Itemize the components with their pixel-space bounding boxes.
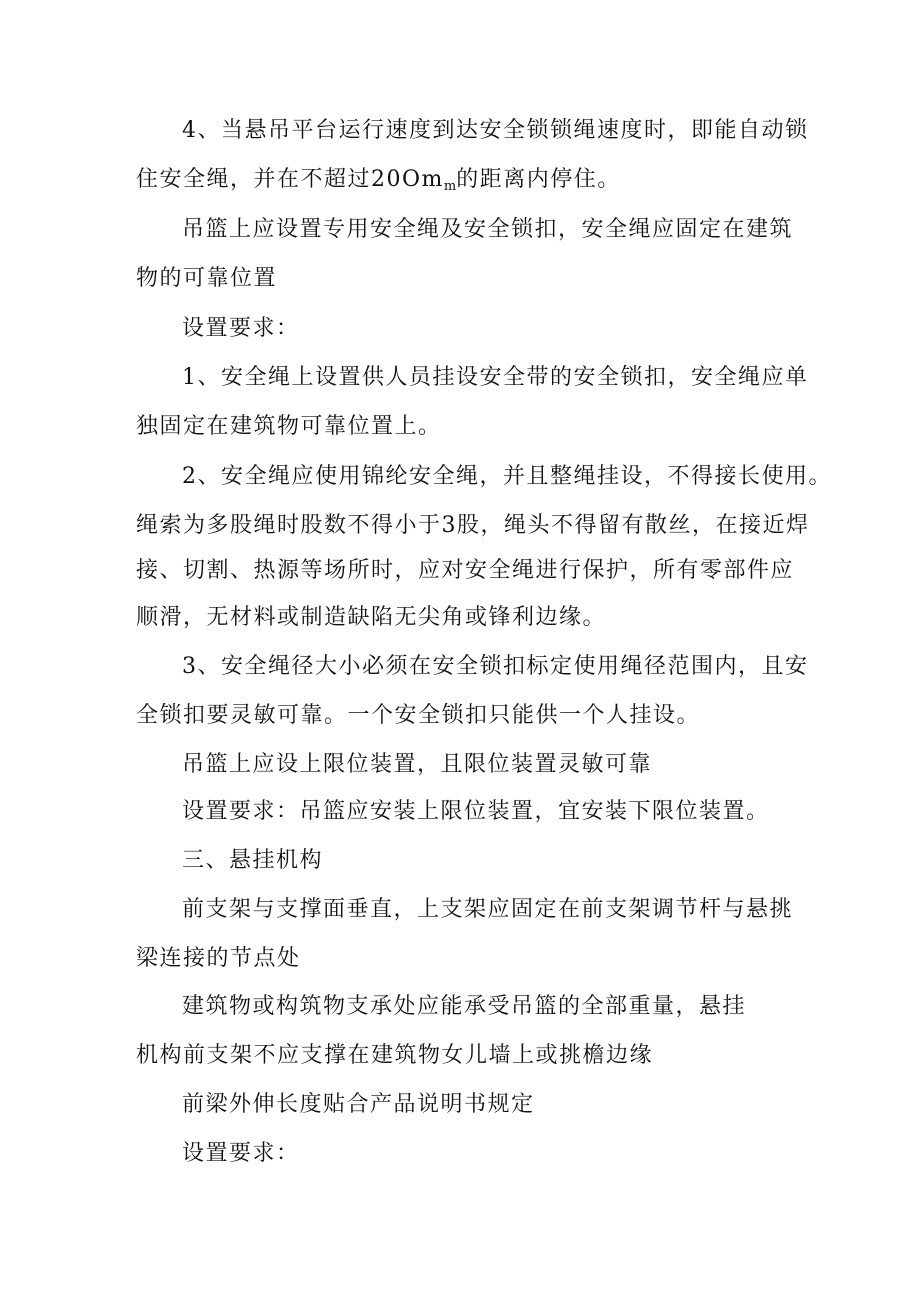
paragraph-12: 前梁外伸长度贴合产品说明书规定 bbox=[182, 1092, 535, 1117]
paragraph-10-line-2: 梁连接的节点处 bbox=[136, 946, 301, 971]
paragraph-1-line-2 bbox=[136, 165, 621, 202]
section-heading: 三、悬挂机构 bbox=[182, 848, 324, 873]
paragraph-3: 设置要求： bbox=[182, 316, 300, 341]
paragraph-5-line-1: 2、安全绳应使用锦纶安全绳，并且整绳挂设，不得接长使用。 bbox=[182, 464, 832, 489]
paragraph-2-line-1: 吊篮上应设置专用安全绳及安全锁扣，安全绳应固定在建筑 bbox=[182, 217, 794, 242]
paragraph-4-line-2: 独固定在建筑物可靠位置上。 bbox=[136, 414, 442, 439]
paragraph-1-line-1: 4、当悬吊平台运行速度到达安全锁锁绳速度时，即能自动锁 bbox=[182, 118, 809, 143]
paragraph-2-line-2: 物的可靠位置 bbox=[136, 266, 278, 291]
paragraph-11-line-2: 机构前支架不应支撑在建筑物女儿墙上或挑檐边缘 bbox=[136, 1043, 654, 1068]
paragraph-6-line-2: 全锁扣要灵敏可靠。一个安全锁扣只能供一个人挂设。 bbox=[136, 703, 701, 728]
paragraph-5-line-4: 顺滑，无材料或制造缺陷无尖角或锋利边缘。 bbox=[136, 605, 607, 630]
unit-subscript: m bbox=[443, 179, 457, 194]
paragraph-1-line-2-end: 的距离内停住。 bbox=[456, 167, 621, 192]
paragraph-8: 设置要求：吊篮应安装上限位装置，宜安装下限位装置。 bbox=[182, 799, 770, 824]
paragraph-1-line-2-text: 住安全绳，并在不超过20Om bbox=[136, 167, 444, 192]
paragraph-5-line-3: 接、切割、热源等场所时，应对安全绳进行保护，所有零部件应 bbox=[136, 558, 795, 583]
paragraph-4-line-1: 1、安全绳上设置供人员挂设安全带的安全锁扣，安全绳应单 bbox=[182, 365, 809, 390]
paragraph-6-line-1: 3、安全绳径大小必须在安全锁扣标定使用绳径范围内，且安 bbox=[182, 654, 809, 679]
paragraph-10-line-1: 前支架与支撑面垂直，上支架应固定在前支架调节杆与悬挑 bbox=[182, 897, 794, 922]
paragraph-7: 吊篮上应设上限位装置，且限位装置灵敏可靠 bbox=[182, 752, 653, 777]
paragraph-13: 设置要求： bbox=[182, 1141, 300, 1166]
paragraph-11-line-1: 建筑物或构筑物支承处应能承受吊篮的全部重量，悬挂 bbox=[182, 994, 747, 1019]
paragraph-5-line-2: 绳索为多股绳时股数不得小于3股，绳头不得留有散丝，在接近焊 bbox=[136, 513, 810, 538]
